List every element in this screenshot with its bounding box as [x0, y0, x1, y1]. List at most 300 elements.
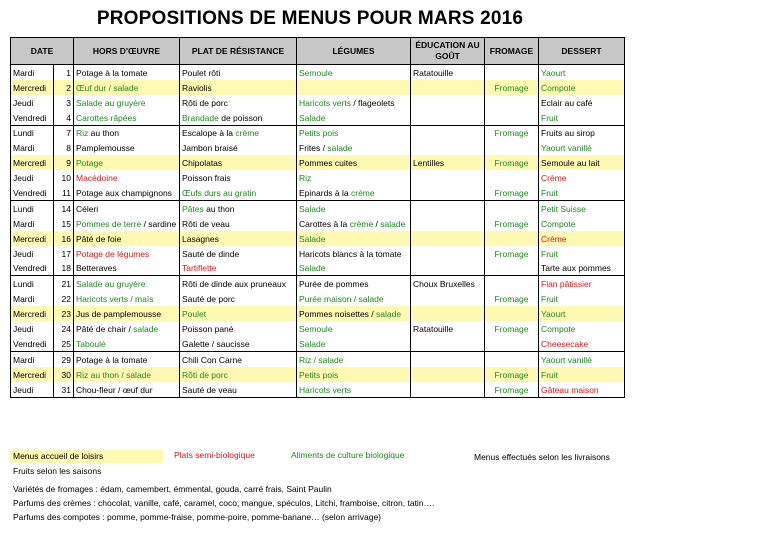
fromage-cell: Fromage: [485, 246, 539, 261]
plat-text: Rôti de veau: [182, 218, 230, 229]
dessert-cell: [539, 382, 625, 397]
menu-row: [11, 216, 625, 231]
menu-row: [11, 125, 625, 140]
menu-row: [11, 276, 625, 291]
date-number: 1: [54, 65, 74, 80]
plat-cell: [180, 291, 297, 306]
dessert-text: Gâteau maison: [541, 384, 599, 395]
education-cell: [411, 201, 485, 216]
legumes-text: salade: [376, 309, 402, 320]
fromage-cell: Fromage: [485, 155, 539, 170]
dessert-text: Tarte aux pommes: [541, 263, 611, 274]
date-number: 14: [54, 201, 74, 216]
date-number: 16: [54, 231, 74, 246]
day-cell: Vendredi: [11, 110, 54, 125]
date-number: 23: [54, 306, 74, 321]
education-cell: [411, 261, 485, 276]
legumes-text: crème: [350, 188, 375, 199]
legumes-text: Petits pois: [299, 369, 339, 380]
date-number: 17: [54, 246, 74, 261]
education-cell: [411, 382, 485, 397]
dessert-cell: [539, 80, 625, 95]
fromage-cell: [485, 201, 539, 216]
menu-row: [11, 306, 625, 321]
dessert-text: Semoule au lait: [541, 158, 600, 169]
date-number: 25: [54, 336, 74, 351]
legumes-text: /: [373, 218, 381, 229]
day-cell: Lundi: [11, 276, 54, 291]
dessert-cell: [539, 170, 625, 185]
menu-row: [11, 140, 625, 155]
day-cell: Lundi: [11, 201, 54, 216]
dessert-text: Compote: [541, 82, 576, 93]
legumes-text: Salade: [299, 112, 326, 123]
legumes-text: Petits pois: [299, 128, 339, 139]
legumes-text: salade: [327, 143, 353, 154]
date-number: 10: [54, 170, 74, 185]
legumes-cell: [297, 125, 411, 140]
date-number: 4: [54, 110, 74, 125]
legumes-text: Pommes noisettes /: [299, 309, 377, 320]
legumes-cell: [297, 261, 411, 276]
fromage-cell: [485, 276, 539, 291]
date-number: 21: [54, 276, 74, 291]
dessert-text: Compote: [541, 218, 576, 229]
menu-row: [11, 185, 625, 200]
hors-doeuvre-text: Salade au gruyère: [76, 279, 146, 290]
legumes-text: Salade: [299, 203, 326, 214]
fromage-cell: [485, 65, 539, 80]
menu-row: [11, 382, 625, 397]
day-cell: Mercredi: [11, 231, 54, 246]
day-cell: Vendredi: [11, 185, 54, 200]
menu-row: [11, 246, 625, 261]
plat-cell: [180, 351, 297, 366]
fromage-cell: [485, 306, 539, 321]
plat-text: Poulet rôti: [182, 67, 221, 78]
menu-row: [11, 95, 625, 110]
hors-doeuvre-cell: [74, 231, 180, 246]
plat-text: Escalope à la: [182, 128, 236, 139]
hors-doeuvre-text: Œuf dur / salade: [76, 82, 139, 93]
hors-doeuvre-cell: [74, 382, 180, 397]
dessert-cell: [539, 125, 625, 140]
plat-cell: [180, 80, 297, 95]
plat-text: de poisson: [218, 112, 263, 123]
plat-text: Galette / saucisse: [182, 338, 250, 349]
education-cell: [411, 185, 485, 200]
plat-text: Rôti de porc: [182, 97, 228, 108]
dessert-text: Yaourt vanillé: [541, 143, 592, 154]
hors-doeuvre-cell: [74, 321, 180, 336]
date-number: 11: [54, 185, 74, 200]
hors-doeuvre-text: Potage: [76, 158, 103, 169]
legumes-cell: [297, 291, 411, 306]
hors-doeuvre-text: Pommes de terre: [76, 218, 142, 229]
menu-row: [11, 367, 625, 382]
dessert-cell: [539, 291, 625, 306]
hors-doeuvre-text: Riz au thon / salade: [76, 369, 152, 380]
hors-doeuvre-text: Pâté de chair /: [76, 324, 134, 335]
plat-text: Jambon braisé: [182, 143, 238, 154]
dessert-cell: [539, 65, 625, 80]
legumes-cell: [297, 336, 411, 351]
legumes-cell: [297, 351, 411, 366]
day-cell: Vendredi: [11, 336, 54, 351]
legumes-cell: [297, 80, 411, 95]
dessert-text: Fruit: [541, 248, 558, 259]
legumes-text: Purée de pommes: [299, 279, 369, 290]
fromage-cell: Fromage: [485, 367, 539, 382]
hors-doeuvre-cell: [74, 155, 180, 170]
plat-text: Rôti de porc: [182, 369, 228, 380]
header-plat: PLAT DE RÉSISTANCE: [180, 38, 297, 65]
plat-text: Poisson frais: [182, 173, 231, 184]
menu-row: [11, 170, 625, 185]
plat-cell: [180, 170, 297, 185]
plat-cell: [180, 185, 297, 200]
hors-doeuvre-text: au thon: [88, 128, 120, 139]
menu-row: [11, 65, 625, 80]
date-number: 9: [54, 155, 74, 170]
plat-text: Chipolatas: [182, 158, 223, 169]
plat-text: Tartiflette: [182, 263, 217, 274]
hors-doeuvre-text: Carottes râpées: [76, 112, 137, 123]
legend-semi-bio: Plats semi-biologique: [174, 450, 255, 460]
fromage-cell: [485, 336, 539, 351]
hors-doeuvre-text: Céleri: [76, 203, 99, 214]
legumes-text: / flageolets: [350, 97, 395, 108]
legumes-cell: [297, 367, 411, 382]
dessert-cell: [539, 351, 625, 366]
legumes-cell: [297, 155, 411, 170]
menu-row: [11, 231, 625, 246]
fromage-cell: [485, 110, 539, 125]
header-hors-doeuvre: HORS D'ŒUVRE: [74, 38, 180, 65]
plat-cell: [180, 155, 297, 170]
dessert-text: Fruits au sirop: [541, 128, 595, 139]
date-number: 29: [54, 351, 74, 366]
hors-doeuvre-cell: [74, 367, 180, 382]
dessert-cell: [539, 216, 625, 231]
hors-doeuvre-cell: [74, 201, 180, 216]
fromage-cell: [485, 261, 539, 276]
plat-cell: [180, 246, 297, 261]
hors-doeuvre-cell: [74, 246, 180, 261]
fromage-cell: [485, 231, 539, 246]
dessert-text: Eclair au café: [541, 97, 593, 108]
hors-doeuvre-cell: [74, 291, 180, 306]
fromage-cell: Fromage: [485, 382, 539, 397]
legend-loisirs: Menus accueil de loisirs: [10, 450, 163, 463]
hors-doeuvre-text: Macédoine: [76, 173, 118, 184]
date-number: 31: [54, 382, 74, 397]
education-cell: Ratatouille: [411, 321, 485, 336]
dessert-cell: [539, 336, 625, 351]
legumes-cell: [297, 306, 411, 321]
education-cell: Choux Bruxelles: [411, 276, 485, 291]
plat-cell: [180, 95, 297, 110]
dessert-text: Fruit: [541, 294, 558, 305]
dessert-cell: [539, 306, 625, 321]
legumes-text: Haricots verts: [299, 384, 351, 395]
day-cell: Mardi: [11, 216, 54, 231]
hors-doeuvre-cell: [74, 185, 180, 200]
plat-text: Chili Con Carne: [182, 354, 242, 365]
day-cell: Mercredi: [11, 367, 54, 382]
hors-doeuvre-cell: [74, 216, 180, 231]
legumes-cell: [297, 231, 411, 246]
legumes-cell: [297, 201, 411, 216]
fromage-cell: Fromage: [485, 125, 539, 140]
hors-doeuvre-cell: [74, 276, 180, 291]
education-cell: [411, 80, 485, 95]
fromage-cell: Fromage: [485, 185, 539, 200]
legumes-text: Carottes à la: [299, 218, 350, 229]
hors-doeuvre-cell: [74, 95, 180, 110]
dessert-cell: [539, 276, 625, 291]
education-cell: [411, 95, 485, 110]
day-cell: Jeudi: [11, 382, 54, 397]
education-cell: [411, 246, 485, 261]
plat-cell: [180, 367, 297, 382]
day-cell: Mardi: [11, 65, 54, 80]
date-number: 15: [54, 216, 74, 231]
hors-doeuvre-cell: [74, 170, 180, 185]
plat-cell: [180, 276, 297, 291]
plat-cell: [180, 140, 297, 155]
hors-doeuvre-cell: [74, 65, 180, 80]
legumes-cell: [297, 246, 411, 261]
menu-row: [11, 291, 625, 306]
plat-text: au thon: [203, 203, 235, 214]
header-fromage: FROMAGE: [485, 38, 539, 65]
note-compotes: Parfums des compotes : pomme, pomme-fraise, pomme-poire, pomme-banane… (selon arrivage): [13, 512, 382, 522]
date-number: 3: [54, 95, 74, 110]
hors-doeuvre-cell: [74, 140, 180, 155]
date-number: 2: [54, 80, 74, 95]
plat-cell: [180, 382, 297, 397]
dessert-text: Fruit: [541, 188, 558, 199]
note-fromages: Variétés de fromages : édam, camembert, émmental, gouda, carré frais, Saint Paulin: [13, 484, 332, 494]
education-cell: [411, 170, 485, 185]
plat-cell: [180, 231, 297, 246]
plat-text: Œufs durs au gratin: [182, 188, 257, 199]
plat-text: Rôti de dinde aux pruneaux: [182, 279, 286, 290]
hors-doeuvre-text: Salade au gruyère: [76, 97, 146, 108]
day-cell: Jeudi: [11, 321, 54, 336]
legumes-text: Riz / salade: [299, 354, 344, 365]
legumes-text: Pommes cuites: [299, 158, 358, 169]
legumes-text: salade: [380, 218, 406, 229]
legumes-cell: [297, 95, 411, 110]
date-number: 22: [54, 291, 74, 306]
day-cell: Mercredi: [11, 80, 54, 95]
plat-cell: [180, 321, 297, 336]
dessert-text: Fruit: [541, 369, 558, 380]
plat-text: Sauté de veau: [182, 384, 237, 395]
page-title: PROPOSITIONS DE MENUS POUR MARS 2016: [96, 8, 524, 29]
hors-doeuvre-text: Potage à la tomate: [76, 354, 148, 365]
legumes-text: Purée maison / salade: [299, 294, 384, 305]
legumes-text: Haricots verts: [299, 97, 351, 108]
plat-cell: [180, 65, 297, 80]
dessert-cell: [539, 155, 625, 170]
legumes-cell: [297, 382, 411, 397]
hors-doeuvre-cell: [74, 80, 180, 95]
day-cell: Mardi: [11, 140, 54, 155]
menu-row: [11, 351, 625, 366]
legumes-cell: [297, 65, 411, 80]
fromage-cell: [485, 170, 539, 185]
menu-row: [11, 80, 625, 95]
plat-text: Poulet: [182, 309, 207, 320]
dessert-text: Flan pâtissier: [541, 279, 592, 290]
hors-doeuvre-text: Potage de légumes: [76, 248, 150, 259]
hors-doeuvre-text: Taboulé: [76, 338, 106, 349]
hors-doeuvre-text: Potage à la tomate: [76, 67, 148, 78]
note-cremes: Parfums des crèmes : chocolat, vanille, café, caramel, coco, mangue, spéculos, Litchi, framboise, citron, tatin….: [13, 498, 435, 508]
day-cell: Lundi: [11, 125, 54, 140]
header-dessert: DESSERT: [539, 38, 625, 65]
date-number: 8: [54, 140, 74, 155]
menu-row: [11, 155, 625, 170]
day-cell: Vendredi: [11, 261, 54, 276]
hors-doeuvre-text: Betteraves: [76, 263, 117, 274]
legumes-cell: [297, 140, 411, 155]
dessert-cell: [539, 185, 625, 200]
legumes-cell: [297, 110, 411, 125]
education-cell: [411, 125, 485, 140]
day-cell: Mardi: [11, 351, 54, 366]
day-cell: Jeudi: [11, 246, 54, 261]
legumes-text: crème: [349, 218, 374, 229]
plat-text: Lasagnes: [182, 233, 219, 244]
legumes-cell: [297, 321, 411, 336]
dessert-cell: [539, 140, 625, 155]
dessert-text: Crème: [541, 233, 567, 244]
hors-doeuvre-cell: [74, 306, 180, 321]
hors-doeuvre-text: Haricots verts / maïs: [76, 294, 154, 305]
dessert-text: Petit Suisse: [541, 203, 586, 214]
hors-doeuvre-text: / sardine: [141, 218, 177, 229]
dessert-cell: [539, 95, 625, 110]
legumes-text: Haricots blancs à la tomate: [299, 248, 402, 259]
menu-table: [10, 37, 625, 398]
plat-text: Brandade: [182, 112, 219, 123]
education-cell: [411, 231, 485, 246]
fromage-cell: [485, 351, 539, 366]
hors-doeuvre-cell: [74, 351, 180, 366]
legumes-cell: [297, 170, 411, 185]
legumes-text: Salade: [299, 338, 326, 349]
hors-doeuvre-cell: [74, 261, 180, 276]
legend-livraisons: Menus effectués selon les livraisons: [474, 452, 610, 462]
hors-doeuvre-cell: [74, 110, 180, 125]
plat-text: Poisson pané: [182, 324, 234, 335]
plat-text: Sauté de dinde: [182, 248, 240, 259]
menu-body: [11, 65, 625, 398]
hors-doeuvre-cell: [74, 125, 180, 140]
plat-cell: [180, 216, 297, 231]
dessert-text: Yaourt: [541, 67, 566, 78]
header-legumes: LÉGUMES: [297, 38, 411, 65]
dessert-text: Crème: [541, 173, 567, 184]
legend-fruits: Fruits selon les saisons: [13, 466, 102, 476]
legend-bio: Aliments de culture biologique: [291, 450, 405, 460]
education-cell: [411, 336, 485, 351]
dessert-text: Compote: [541, 324, 576, 335]
education-cell: [411, 110, 485, 125]
legumes-text: Semoule: [299, 324, 333, 335]
legumes-cell: [297, 216, 411, 231]
dessert-cell: [539, 201, 625, 216]
legumes-text: Frites /: [299, 143, 328, 154]
legumes-text: Riz: [299, 173, 312, 184]
day-cell: Mercredi: [11, 306, 54, 321]
date-number: 30: [54, 367, 74, 382]
dessert-text: Fruit: [541, 112, 558, 123]
hors-doeuvre-text: Chou-fleur / œuf dur: [76, 384, 153, 395]
plat-cell: [180, 336, 297, 351]
plat-cell: [180, 306, 297, 321]
legumes-text: Epinards à la: [299, 188, 351, 199]
education-cell: [411, 367, 485, 382]
plat-cell: [180, 261, 297, 276]
plat-cell: [180, 125, 297, 140]
date-number: 18: [54, 261, 74, 276]
dessert-cell: [539, 321, 625, 336]
education-cell: [411, 216, 485, 231]
dessert-text: Yaourt vanillé: [541, 354, 592, 365]
plat-text: Pâtes: [182, 203, 204, 214]
hors-doeuvre-cell: [74, 336, 180, 351]
education-cell: [411, 351, 485, 366]
legumes-text: Salade: [299, 263, 326, 274]
fromage-cell: [485, 95, 539, 110]
education-cell: Ratatouille: [411, 65, 485, 80]
plat-cell: [180, 201, 297, 216]
dessert-cell: [539, 231, 625, 246]
plat-text: Sauté de porc: [182, 294, 235, 305]
dessert-text: Yaourt: [541, 309, 566, 320]
fromage-cell: [485, 140, 539, 155]
legumes-cell: [297, 276, 411, 291]
legumes-text: Semoule: [299, 67, 333, 78]
dessert-text: Cheesecake: [541, 338, 589, 349]
hors-doeuvre-text: Jus de pamplemousse: [76, 309, 162, 320]
menu-row: [11, 261, 625, 276]
menu-row: [11, 110, 625, 125]
legumes-cell: [297, 185, 411, 200]
day-cell: Mercredi: [11, 155, 54, 170]
day-cell: Mardi: [11, 291, 54, 306]
fromage-cell: Fromage: [485, 321, 539, 336]
dessert-cell: [539, 367, 625, 382]
education-cell: Lentilles: [411, 155, 485, 170]
education-cell: [411, 306, 485, 321]
fromage-cell: Fromage: [485, 216, 539, 231]
education-cell: [411, 140, 485, 155]
menu-row: [11, 321, 625, 336]
hors-doeuvre-text: salade: [133, 324, 159, 335]
education-cell: [411, 291, 485, 306]
date-number: 7: [54, 125, 74, 140]
day-cell: Jeudi: [11, 95, 54, 110]
header-row: [11, 38, 625, 65]
menu-row: [11, 336, 625, 351]
header-education: ÉDUCATION AU GOÛT: [411, 38, 485, 65]
